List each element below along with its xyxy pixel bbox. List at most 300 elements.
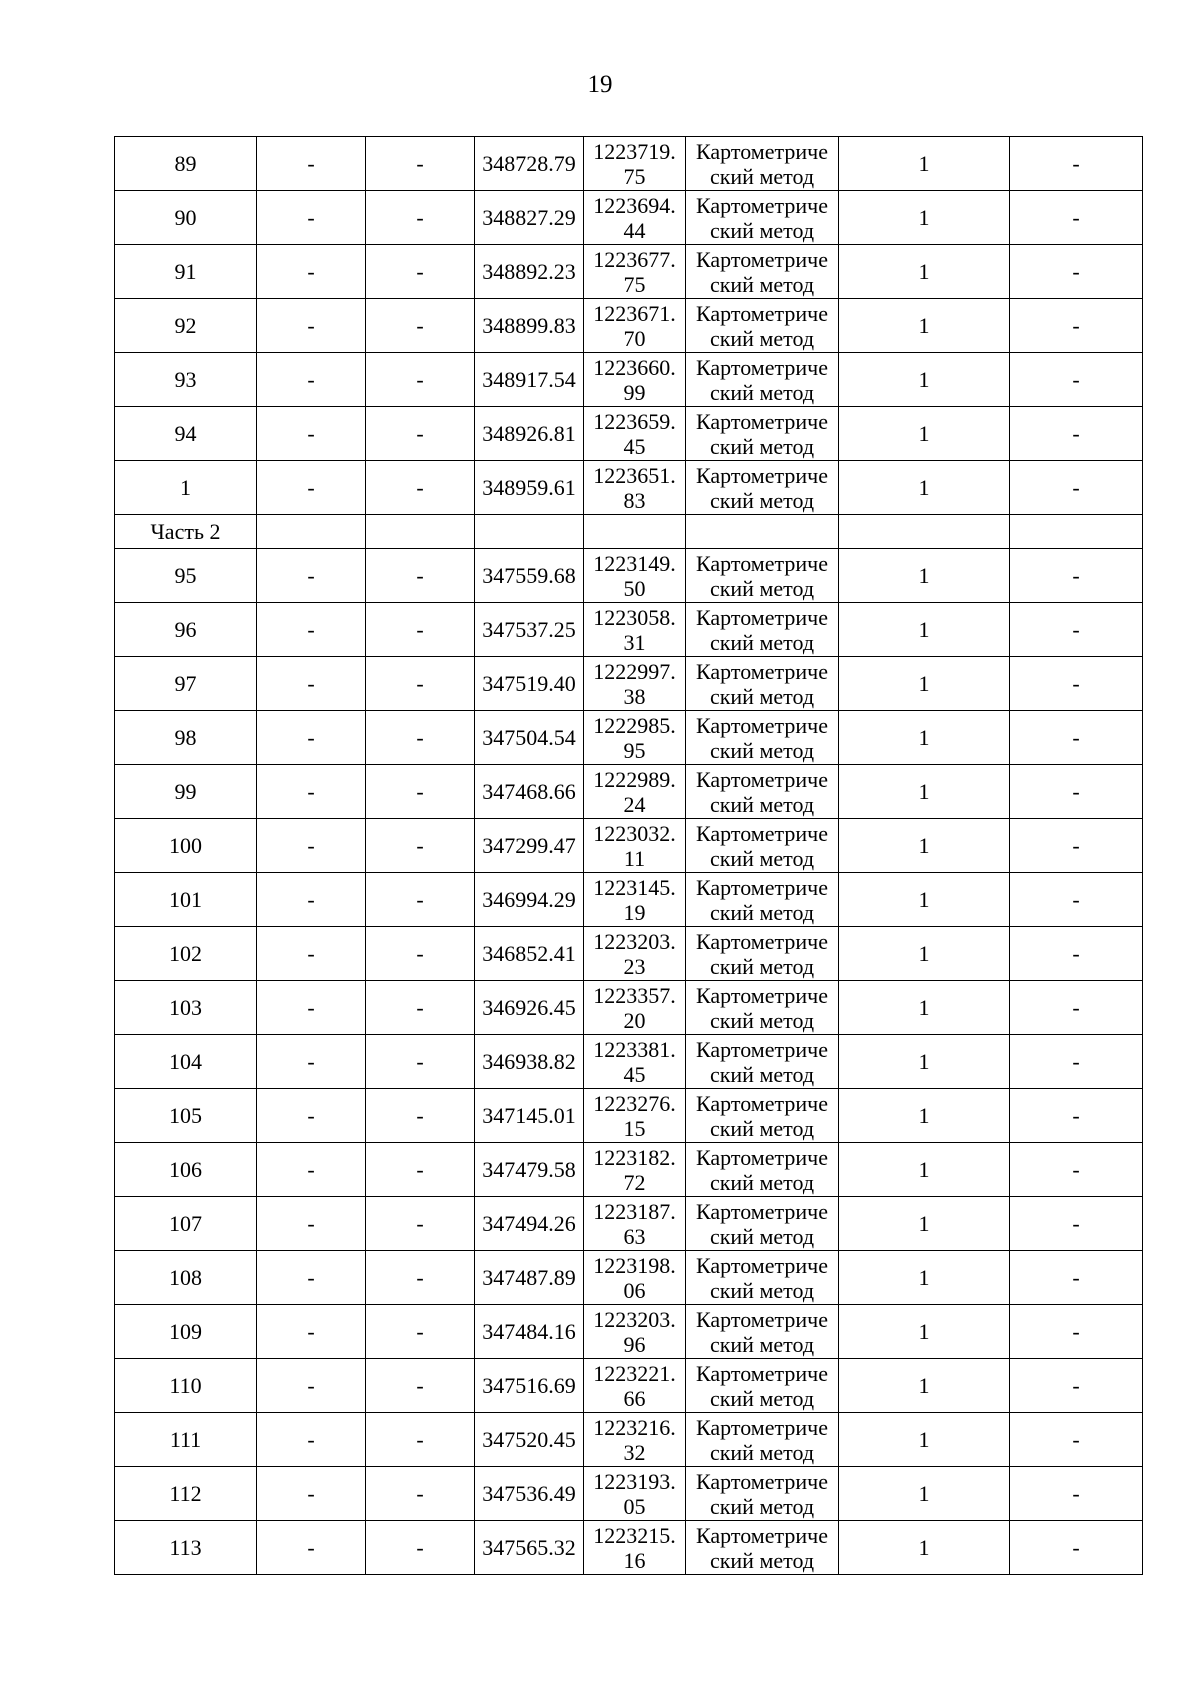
method-text-part: Картометриче: [696, 192, 828, 218]
y-coordinate-cell: [584, 137, 686, 191]
method-text-part: Картометриче: [696, 766, 828, 792]
accuracy-cell: 1: [839, 765, 1010, 819]
section-cell-empty: [839, 515, 1010, 549]
method-text-part: ский метод: [709, 953, 815, 979]
column-c-cell: -: [366, 1035, 475, 1089]
y-coordinate-part: 1222985.: [593, 712, 676, 738]
description-cell: -: [1010, 549, 1143, 603]
description-cell: -: [1010, 1089, 1143, 1143]
method-text-part: ский метод: [709, 1439, 815, 1465]
y-coordinate-part: 1223203.: [593, 928, 676, 954]
point-number-cell: 112: [115, 1467, 257, 1521]
y-coordinate-part: 1223677.: [593, 246, 676, 272]
accuracy-cell: 1: [839, 711, 1010, 765]
method-text-part: Картометриче: [696, 712, 828, 738]
y-coordinate-part: 44: [623, 217, 646, 243]
method-text-part: Картометриче: [696, 658, 828, 684]
y-coordinate-part: 1223187.: [593, 1198, 676, 1224]
y-coordinate-part: 06: [623, 1277, 646, 1303]
table-row: [115, 461, 1143, 515]
accuracy-cell: 1: [839, 1413, 1010, 1467]
point-number-cell: 101: [115, 873, 257, 927]
point-number-cell: 111: [115, 1413, 257, 1467]
y-coordinate-part: 16: [623, 1547, 646, 1573]
method-text-part: ский метод: [709, 1223, 815, 1249]
method-text-part: Картометриче: [696, 550, 828, 576]
method-cell: [686, 1035, 839, 1089]
method-text-part: ский метод: [709, 163, 815, 189]
method-text-part: Картометриче: [696, 1414, 828, 1440]
column-c-cell: -: [366, 981, 475, 1035]
column-c-cell: -: [366, 1521, 475, 1575]
table-row: [115, 245, 1143, 299]
column-b-cell: -: [257, 137, 366, 191]
accuracy-cell: 1: [839, 927, 1010, 981]
y-coordinate-part: 63: [623, 1223, 646, 1249]
method-cell: [686, 1359, 839, 1413]
section-cell-empty: [686, 515, 839, 549]
method-text-part: Картометриче: [696, 1144, 828, 1170]
column-c-cell: -: [366, 137, 475, 191]
y-coordinate-cell: [584, 657, 686, 711]
method-cell: [686, 245, 839, 299]
x-coordinate-cell: 347487.89: [475, 1251, 584, 1305]
method-cell: [686, 711, 839, 765]
column-c-cell: -: [366, 1467, 475, 1521]
column-c-cell: -: [366, 657, 475, 711]
y-coordinate-part: 1223215.: [593, 1522, 676, 1548]
method-cell: [686, 657, 839, 711]
description-cell: -: [1010, 873, 1143, 927]
section-row: [115, 515, 1143, 549]
point-number-cell: 91: [115, 245, 257, 299]
method-text-part: ский метод: [709, 845, 815, 871]
y-coordinate-part: 45: [623, 433, 646, 459]
method-text-part: Картометриче: [696, 1252, 828, 1278]
accuracy-cell: 1: [839, 461, 1010, 515]
x-coordinate-cell: 347537.25: [475, 603, 584, 657]
column-b-cell: -: [257, 603, 366, 657]
method-text-part: Картометриче: [696, 874, 828, 900]
coordinates-table: [114, 136, 1143, 1575]
method-text-part: Картометриче: [696, 982, 828, 1008]
method-cell: [686, 927, 839, 981]
y-coordinate-cell: [584, 1143, 686, 1197]
column-c-cell: -: [366, 1089, 475, 1143]
point-number-cell: 99: [115, 765, 257, 819]
y-coordinate-part: 1223198.: [593, 1252, 676, 1278]
table-row: [115, 549, 1143, 603]
description-cell: -: [1010, 245, 1143, 299]
x-coordinate-cell: 347468.66: [475, 765, 584, 819]
x-coordinate-cell: 347516.69: [475, 1359, 584, 1413]
point-number-cell: 108: [115, 1251, 257, 1305]
method-text-part: Картометриче: [696, 928, 828, 954]
column-c-cell: -: [366, 407, 475, 461]
y-coordinate-cell: [584, 1035, 686, 1089]
description-cell: -: [1010, 407, 1143, 461]
method-cell: [686, 407, 839, 461]
method-text-part: ский метод: [709, 1331, 815, 1357]
accuracy-cell: 1: [839, 873, 1010, 927]
method-text-part: ский метод: [709, 325, 815, 351]
y-coordinate-part: 23: [623, 953, 646, 979]
x-coordinate-cell: 347479.58: [475, 1143, 584, 1197]
y-coordinate-part: 05: [623, 1493, 646, 1519]
y-coordinate-part: 66: [623, 1385, 646, 1411]
y-coordinate-part: 1223660.: [593, 354, 676, 380]
y-coordinate-part: 1222989.: [593, 766, 676, 792]
page-number: 19: [587, 71, 613, 98]
y-coordinate-part: 1223032.: [593, 820, 676, 846]
point-number-cell: 102: [115, 927, 257, 981]
method-cell: [686, 765, 839, 819]
y-coordinate-cell: [584, 245, 686, 299]
description-cell: -: [1010, 1359, 1143, 1413]
method-cell: [686, 819, 839, 873]
column-c-cell: -: [366, 1359, 475, 1413]
column-b-cell: -: [257, 1089, 366, 1143]
description-cell: -: [1010, 1467, 1143, 1521]
accuracy-cell: 1: [839, 407, 1010, 461]
column-b-cell: -: [257, 1251, 366, 1305]
table-row: [115, 299, 1143, 353]
y-coordinate-part: 70: [623, 325, 646, 351]
y-coordinate-part: 32: [623, 1439, 646, 1465]
y-coordinate-part: 1222997.: [593, 658, 676, 684]
point-number-cell: 92: [115, 299, 257, 353]
accuracy-cell: 1: [839, 1197, 1010, 1251]
y-coordinate-part: 11: [623, 845, 646, 871]
y-coordinate-part: 75: [623, 163, 646, 189]
y-coordinate-part: 50: [623, 575, 646, 601]
point-number-cell: 94: [115, 407, 257, 461]
y-coordinate-cell: [584, 1521, 686, 1575]
method-text-part: Картометриче: [696, 604, 828, 630]
column-b-cell: -: [257, 765, 366, 819]
y-coordinate-cell: [584, 819, 686, 873]
column-c-cell: -: [366, 1251, 475, 1305]
method-cell: [686, 1413, 839, 1467]
x-coordinate-cell: 346994.29: [475, 873, 584, 927]
description-cell: -: [1010, 353, 1143, 407]
column-b-cell: -: [257, 353, 366, 407]
x-coordinate-cell: 347145.01: [475, 1089, 584, 1143]
description-cell: -: [1010, 927, 1143, 981]
table-row: [115, 1035, 1143, 1089]
table-row: [115, 407, 1143, 461]
x-coordinate-cell: 347484.16: [475, 1305, 584, 1359]
y-coordinate-cell: [584, 1089, 686, 1143]
column-c-cell: -: [366, 711, 475, 765]
column-b-cell: -: [257, 1305, 366, 1359]
column-c-cell: -: [366, 1197, 475, 1251]
y-coordinate-cell: [584, 549, 686, 603]
point-number-cell: 106: [115, 1143, 257, 1197]
y-coordinate-cell: [584, 981, 686, 1035]
method-text-part: ский метод: [709, 629, 815, 655]
x-coordinate-cell: 346926.45: [475, 981, 584, 1035]
accuracy-cell: 1: [839, 819, 1010, 873]
accuracy-cell: 1: [839, 1143, 1010, 1197]
y-coordinate-cell: [584, 191, 686, 245]
table-row: [115, 1305, 1143, 1359]
method-cell: [686, 299, 839, 353]
column-b-cell: -: [257, 1467, 366, 1521]
point-number-cell: 1: [115, 461, 257, 515]
x-coordinate-cell: 348728.79: [475, 137, 584, 191]
method-text-part: ский метод: [709, 683, 815, 709]
method-cell: [686, 1251, 839, 1305]
method-text-part: Картометриче: [696, 138, 828, 164]
column-c-cell: -: [366, 1305, 475, 1359]
x-coordinate-cell: 347494.26: [475, 1197, 584, 1251]
section-cell-empty: [584, 515, 686, 549]
column-b-cell: -: [257, 461, 366, 515]
section-cell-empty: [475, 515, 584, 549]
x-coordinate-cell: 347504.54: [475, 711, 584, 765]
point-number-cell: 109: [115, 1305, 257, 1359]
x-coordinate-cell: 346938.82: [475, 1035, 584, 1089]
method-cell: [686, 1197, 839, 1251]
method-cell: [686, 1521, 839, 1575]
y-coordinate-part: 95: [623, 737, 646, 763]
method-text-part: ский метод: [709, 791, 815, 817]
column-b-cell: -: [257, 819, 366, 873]
accuracy-cell: 1: [839, 1467, 1010, 1521]
accuracy-cell: 1: [839, 981, 1010, 1035]
method-cell: [686, 873, 839, 927]
y-coordinate-part: 31: [623, 629, 646, 655]
y-coordinate-part: 1223659.: [593, 408, 676, 434]
x-coordinate-cell: 347565.32: [475, 1521, 584, 1575]
table-row: [115, 765, 1143, 819]
y-coordinate-cell: [584, 1467, 686, 1521]
y-coordinate-cell: [584, 299, 686, 353]
x-coordinate-cell: 346852.41: [475, 927, 584, 981]
method-text-part: ский метод: [709, 1277, 815, 1303]
column-b-cell: -: [257, 1359, 366, 1413]
method-text-part: Картометриче: [696, 354, 828, 380]
method-text-part: ский метод: [709, 217, 815, 243]
method-cell: [686, 1305, 839, 1359]
method-text-part: ский метод: [709, 1385, 815, 1411]
y-coordinate-cell: [584, 407, 686, 461]
method-text-part: ский метод: [709, 271, 815, 297]
description-cell: -: [1010, 1143, 1143, 1197]
point-number-cell: 95: [115, 549, 257, 603]
y-coordinate-cell: [584, 461, 686, 515]
column-b-cell: -: [257, 1143, 366, 1197]
section-cell-empty: [257, 515, 366, 549]
y-coordinate-cell: [584, 765, 686, 819]
x-coordinate-cell: 348926.81: [475, 407, 584, 461]
description-cell: -: [1010, 711, 1143, 765]
x-coordinate-cell: 347559.68: [475, 549, 584, 603]
y-coordinate-cell: [584, 603, 686, 657]
method-cell: [686, 1467, 839, 1521]
method-cell: [686, 549, 839, 603]
description-cell: -: [1010, 137, 1143, 191]
table-row: [115, 137, 1143, 191]
column-c-cell: -: [366, 603, 475, 657]
column-c-cell: -: [366, 299, 475, 353]
section-cell-empty: [366, 515, 475, 549]
point-number-cell: 113: [115, 1521, 257, 1575]
x-coordinate-cell: 348892.23: [475, 245, 584, 299]
table-row: [115, 1197, 1143, 1251]
accuracy-cell: 1: [839, 657, 1010, 711]
table-row: [115, 711, 1143, 765]
method-text-part: ский метод: [709, 1169, 815, 1195]
accuracy-cell: 1: [839, 1521, 1010, 1575]
point-number-cell: 98: [115, 711, 257, 765]
method-text-part: ский метод: [709, 899, 815, 925]
method-text-part: Картометриче: [696, 1360, 828, 1386]
column-b-cell: -: [257, 1035, 366, 1089]
y-coordinate-part: 96: [623, 1331, 646, 1357]
y-coordinate-part: 1223694.: [593, 192, 676, 218]
point-number-cell: 107: [115, 1197, 257, 1251]
column-b-cell: -: [257, 407, 366, 461]
column-b-cell: -: [257, 1413, 366, 1467]
method-cell: [686, 1143, 839, 1197]
y-coordinate-cell: [584, 711, 686, 765]
description-cell: -: [1010, 765, 1143, 819]
table-row: [115, 1251, 1143, 1305]
point-number-cell: 110: [115, 1359, 257, 1413]
x-coordinate-cell: 347299.47: [475, 819, 584, 873]
x-coordinate-cell: 348899.83: [475, 299, 584, 353]
section-label: Часть 2: [115, 515, 257, 549]
column-b-cell: -: [257, 245, 366, 299]
table-row: [115, 927, 1143, 981]
y-coordinate-part: 1223719.: [593, 138, 676, 164]
point-number-cell: 89: [115, 137, 257, 191]
table-row: [115, 191, 1143, 245]
method-text-part: Картометриче: [696, 1090, 828, 1116]
method-text-part: Картометриче: [696, 820, 828, 846]
section-header-body: [115, 515, 1143, 549]
y-coordinate-part: 15: [623, 1115, 646, 1141]
description-cell: -: [1010, 603, 1143, 657]
y-coordinate-cell: [584, 927, 686, 981]
description-cell: -: [1010, 299, 1143, 353]
point-number-cell: 104: [115, 1035, 257, 1089]
point-number-cell: 105: [115, 1089, 257, 1143]
method-text-part: ский метод: [709, 1061, 815, 1087]
point-number-cell: 97: [115, 657, 257, 711]
accuracy-cell: 1: [839, 549, 1010, 603]
description-cell: -: [1010, 819, 1143, 873]
column-c-cell: -: [366, 1143, 475, 1197]
y-coordinate-part: 45: [623, 1061, 646, 1087]
method-cell: [686, 1089, 839, 1143]
description-cell: -: [1010, 1305, 1143, 1359]
method-text-part: ский метод: [709, 1493, 815, 1519]
method-cell: [686, 603, 839, 657]
method-text-part: ский метод: [709, 487, 815, 513]
y-coordinate-cell: [584, 1359, 686, 1413]
y-coordinate-part: 1223381.: [593, 1036, 676, 1062]
y-coordinate-part: 99: [623, 379, 646, 405]
table-row: [115, 1467, 1143, 1521]
table-row: [115, 819, 1143, 873]
x-coordinate-cell: 347536.49: [475, 1467, 584, 1521]
section-cell-empty: [1010, 515, 1143, 549]
table-row: [115, 1359, 1143, 1413]
method-text-part: ский метод: [709, 379, 815, 405]
y-coordinate-part: 1223276.: [593, 1090, 676, 1116]
y-coordinate-part: 20: [623, 1007, 646, 1033]
description-cell: -: [1010, 1521, 1143, 1575]
y-coordinate-cell: [584, 1305, 686, 1359]
x-coordinate-cell: 347519.40: [475, 657, 584, 711]
description-cell: -: [1010, 1413, 1143, 1467]
y-coordinate-part: 1223149.: [593, 550, 676, 576]
y-coordinate-part: 1223182.: [593, 1144, 676, 1170]
method-text-part: ский метод: [709, 575, 815, 601]
description-cell: -: [1010, 191, 1143, 245]
table-row: [115, 981, 1143, 1035]
y-coordinate-part: 72: [623, 1169, 646, 1195]
method-text-part: Картометриче: [696, 1198, 828, 1224]
table-row: [115, 1413, 1143, 1467]
method-text-part: ский метод: [709, 1007, 815, 1033]
column-b-cell: -: [257, 657, 366, 711]
accuracy-cell: 1: [839, 1035, 1010, 1089]
table-row: [115, 1143, 1143, 1197]
column-c-cell: -: [366, 873, 475, 927]
accuracy-cell: 1: [839, 245, 1010, 299]
description-cell: -: [1010, 1035, 1143, 1089]
y-coordinate-cell: [584, 1251, 686, 1305]
column-c-cell: -: [366, 461, 475, 515]
method-text-part: Картометриче: [696, 1306, 828, 1332]
accuracy-cell: 1: [839, 1305, 1010, 1359]
table-row: [115, 1521, 1143, 1575]
x-coordinate-cell: 348959.61: [475, 461, 584, 515]
accuracy-cell: 1: [839, 191, 1010, 245]
y-coordinate-part: 1223058.: [593, 604, 676, 630]
method-text-part: ский метод: [709, 1547, 815, 1573]
y-coordinate-cell: [584, 873, 686, 927]
column-b-cell: -: [257, 873, 366, 927]
method-text-part: ский метод: [709, 1115, 815, 1141]
point-number-cell: 93: [115, 353, 257, 407]
y-coordinate-part: 1223145.: [593, 874, 676, 900]
description-cell: -: [1010, 1197, 1143, 1251]
y-coordinate-part: 38: [623, 683, 646, 709]
method-cell: [686, 191, 839, 245]
method-cell: [686, 353, 839, 407]
column-c-cell: -: [366, 927, 475, 981]
method-text-part: Картометриче: [696, 1468, 828, 1494]
column-b-cell: -: [257, 711, 366, 765]
y-coordinate-cell: [584, 1413, 686, 1467]
x-coordinate-cell: 348917.54: [475, 353, 584, 407]
description-cell: -: [1010, 981, 1143, 1035]
accuracy-cell: 1: [839, 1251, 1010, 1305]
column-c-cell: -: [366, 1413, 475, 1467]
description-cell: -: [1010, 657, 1143, 711]
column-b-cell: -: [257, 299, 366, 353]
y-coordinate-part: 1223193.: [593, 1468, 676, 1494]
column-c-cell: -: [366, 765, 475, 819]
y-coordinate-part: 83: [623, 487, 646, 513]
table-row: [115, 353, 1143, 407]
method-text-part: Картометриче: [696, 1036, 828, 1062]
